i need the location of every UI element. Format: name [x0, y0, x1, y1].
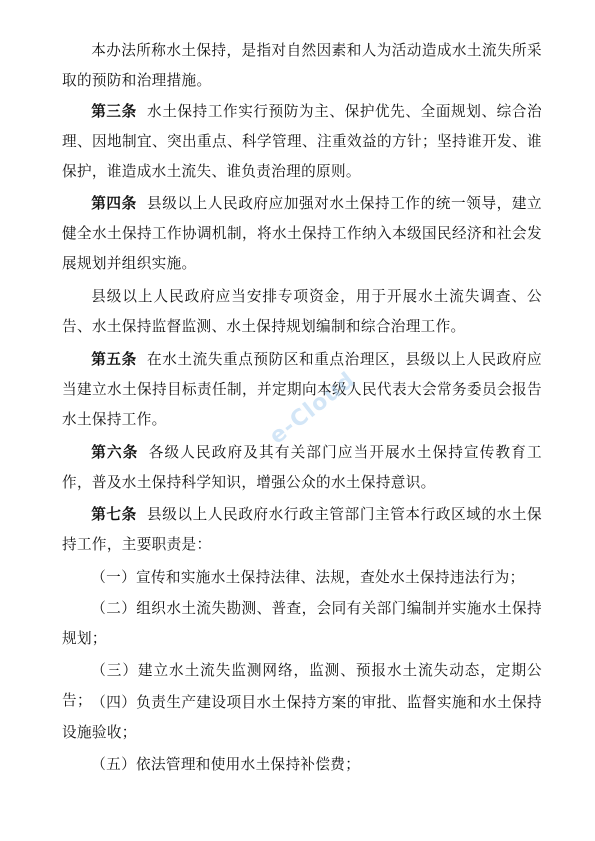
paragraph-text: 本办法所称水土保持，是指对自然因素和人为活动造成水土流失所采取的预防和治理措施。 [62, 42, 542, 89]
article-number: 第三条 [91, 103, 137, 120]
paragraph-article-4-funding [62, 282, 542, 342]
paragraph-article-3 [62, 97, 542, 187]
article-number: 第六条 [91, 444, 139, 461]
list-item-text: （三）建立水土流失监测网络，监测、预报水土流失动态，定期公告； [62, 662, 542, 709]
article-number: 第四条 [91, 195, 137, 212]
list-item-4 [62, 688, 542, 748]
list-item-5 [62, 750, 542, 780]
watermark-logo: e-Cloud [265, 367, 361, 450]
list-item-1 [62, 563, 542, 593]
list-item-text: （一）宣传和实施水土保持法律、法规，查处水土保持违法行为； [91, 569, 525, 586]
paragraph-text: 县级以上人民政府水行政主管部门主管本行政区域的水土保持工作，主要职责是： [62, 506, 542, 553]
article-number: 第七条 [91, 506, 137, 523]
paragraph-definition [62, 36, 542, 96]
paragraph-article-7 [62, 500, 542, 560]
paragraph-text: 县级以上人民政府应当安排专项资金，用于开展水土流失调查、公告、水土保持监督监测、水土保持规划编制和综合治理工作。 [62, 288, 542, 335]
list-item-text: （五）依法管理和使用水土保持补偿费； [91, 756, 361, 773]
paragraph-text: 在水土流失重点预防区和重点治理区，县级以上人民政府应当建立水土保持目标责任制，并定期向本级人民代表大会常务委员会报告水土保持工作。 [62, 351, 542, 428]
paragraph-article-4 [62, 189, 542, 279]
paragraph-text: 水土保持工作实行预防为主、保护优先、全面规划、综合治理、因地制宜、突出重点、科学管理、注重效益的方针；坚持谁开发、谁保护，谁造成水土流失、谁负责治理的原则。 [62, 103, 542, 180]
paragraph-article-5 [62, 345, 542, 435]
paragraph-text: 各级人民政府及其有关部门应当开展水土保持宣传教育工作，普及水土保持科学知识，增强公众的水土保持意识。 [62, 444, 542, 491]
list-item-2 [62, 594, 542, 654]
article-number: 第五条 [91, 351, 137, 368]
list-item-text: （四）负责生产建设项目水土保持方案的审批、监督实施和水土保持设施验收； [62, 694, 542, 741]
list-item-text: （二）组织水土流失勘测、普查，会同有关部门编制并实施水土保持规划； [62, 600, 542, 647]
paragraph-text: 县级以上人民政府应加强对水土保持工作的统一领导，建立健全水土保持工作协调机制，将水土保持工作纳入本级国民经济和社会发展规划并组织实施。 [62, 195, 542, 272]
paragraph-article-6 [62, 438, 542, 498]
